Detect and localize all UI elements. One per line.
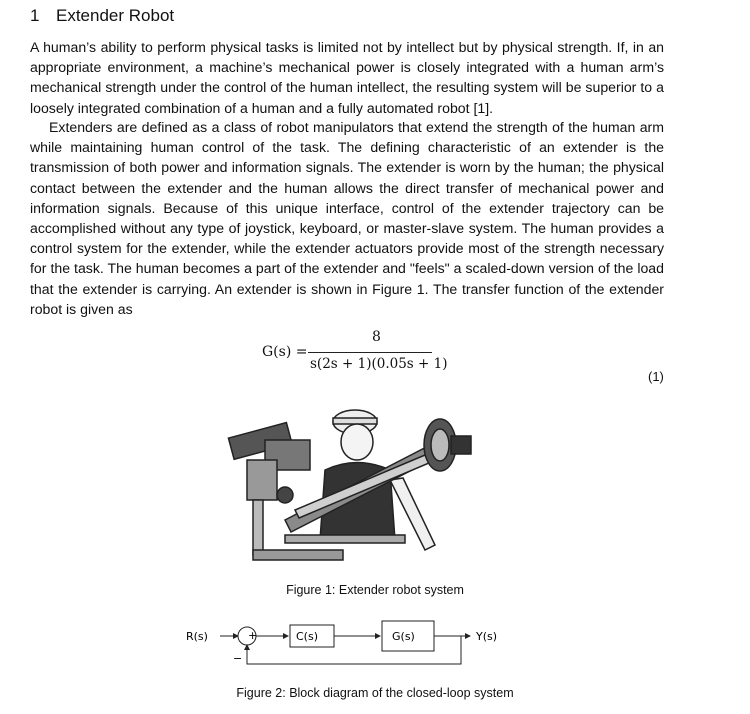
fraction-bar (308, 352, 432, 353)
equation-number: (1) (648, 369, 664, 384)
paragraph-intro: A human’s ability to perform physical tasks is limited not by intellect but by physical strength. If, in an appropriate environment, a machine’s mechanical power is closely integrated with a human arm’s mechanical strength under the control of the human intellect, the resulting system will be superior to a loosely integrated combination of a human and a fully automated robot [1]. (30, 39, 664, 116)
section-heading (30, 6, 174, 26)
input-signal-label: R(s) (186, 630, 208, 643)
equation-denominator: s(2s + 1)(0.05s + 1) (310, 356, 448, 372)
section-number: 1 (30, 6, 40, 25)
sum-minus-sign: − (233, 652, 243, 665)
paragraph-extenders: Extenders are defined as a class of robot manipulators that extend the strength of the human arm while maintaining human control of the task. The defining characteristic of an extender is the transmission of both power and information signals. The extender is worn by the human; the physical contact between the extender and the human allows the direct transfer of mechanical power and information signals. Because of this unique interface, control of the extender trajectory can be accomplished without any type of joystick, keyboard, or master-slave system. The human provides a control system for the extender, while the extender actuators provide most of the strength necessary for the task. The human becomes a part of the extender and "feels" a scaled-down version of the load that the extender is carrying. An extender is shown in Figure 1. The transfer function of the extender robot is given as (30, 119, 664, 317)
figure1-caption: Figure 1: Extender robot system (286, 583, 464, 597)
extender-robot-illustration (225, 400, 475, 575)
section-title: Extender Robot (56, 6, 175, 25)
plant-label: G(s) (392, 630, 415, 643)
figure2-caption: Figure 2: Block diagram of the closed-loop system (236, 686, 514, 700)
controller-label: C(s) (296, 630, 318, 643)
output-signal-label: Y(s) (476, 630, 498, 643)
equation-numerator: 8 (372, 329, 381, 345)
closed-loop-block-diagram (180, 612, 520, 672)
gripper-gear (424, 419, 471, 471)
sum-plus-sign: + (248, 629, 258, 642)
transfer-function-equation (262, 329, 448, 379)
equation-lhs: G(s) = (262, 344, 308, 360)
